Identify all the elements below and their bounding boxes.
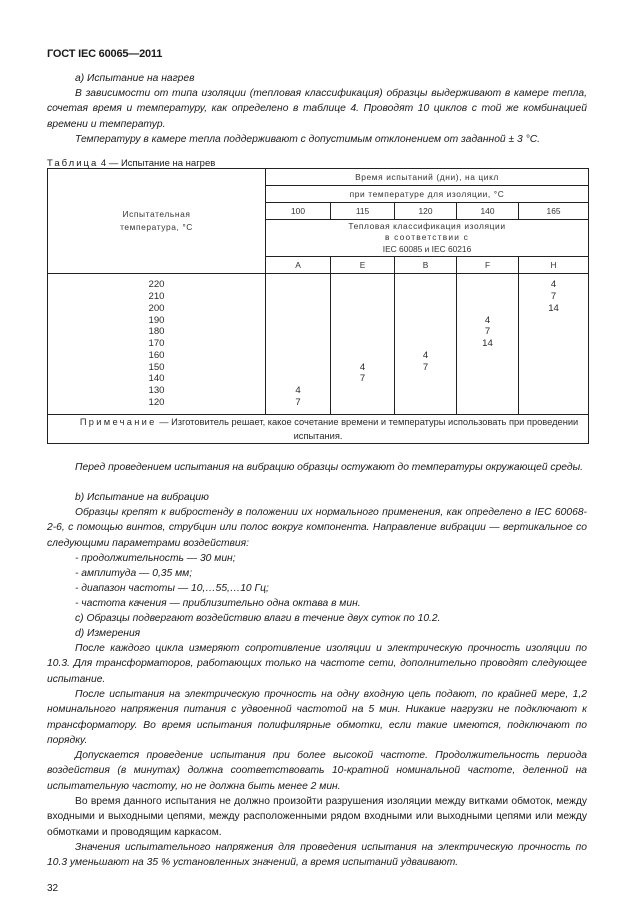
duration-value: 4 — [422, 349, 429, 361]
table-note-label: Примечание — [79, 417, 157, 427]
duration-value — [331, 397, 394, 409]
duration-value — [266, 350, 330, 362]
duration-value — [395, 373, 456, 385]
duration-value — [457, 385, 518, 397]
page-number: 32 — [47, 883, 59, 894]
duration-value: 14 — [548, 302, 559, 314]
duration-value — [331, 315, 394, 327]
class-header-line-1: Тепловая классификация изоляции — [348, 220, 506, 231]
duration-value: 4 — [359, 361, 366, 373]
duration-value: 4 — [484, 314, 491, 326]
table-caption-text: 4 — Испытание на нагрев — [98, 158, 216, 169]
class-header-line-3: IEC 60085 и IEC 60216 — [382, 243, 472, 254]
duration-value — [266, 303, 330, 315]
duration-value — [519, 315, 588, 327]
class-E-values — [331, 274, 395, 415]
document-header: ГОСТ IEC 60065—2011 — [47, 48, 163, 60]
duration-value — [395, 279, 456, 291]
temp-165: 165 — [519, 203, 589, 220]
duration-value — [519, 397, 588, 409]
class-F: F — [457, 257, 519, 274]
class-B-values — [395, 274, 457, 415]
section-a-paragraph-1: В зависимости от типа изоляции (тепловая классификация) образцы выдерживают в камере тепла, сочетая время и температуру, как определено в таблице 4. Проводят 10 циклов с той же комбинацией времени и температур. — [47, 88, 587, 130]
duration-value — [331, 350, 394, 362]
class-B: B — [395, 257, 457, 274]
class-H-values — [519, 274, 589, 415]
duration-value: 7 — [359, 373, 366, 385]
vibration-param-4: - частота качения — приблизительно одна октава в мин. — [75, 598, 361, 609]
duration-value — [519, 338, 588, 350]
test-temp: 130 — [148, 385, 165, 397]
duration-value — [331, 291, 394, 303]
duration-value — [395, 291, 456, 303]
section-d-paragraph-4: Во время данного испытания не должно произойти разрушения изоляции между витками обмоток, между входными и выходными цепями, между расположенными рядом входными или выходными цепями или между обмотками и проводящим каркасом. — [47, 796, 587, 838]
duration-value — [395, 385, 456, 397]
duration-value — [395, 397, 456, 409]
section-c-text: c) Образцы подвергают воздействию влаги в течение двух суток по 10.2. — [75, 613, 441, 624]
duration-value — [457, 303, 518, 315]
class-header-line-2: в соответствии с — [385, 232, 470, 243]
section-d-paragraph-3: Допускается проведение испытания при более высокой частоте. Продолжительность периода воздействия (в минутах) должна соответствовать 10-кратной номинальной частоте, деленной на испытательную частоту, но не должна быть менее 2 мин. — [47, 750, 587, 792]
vibration-param-2: - амплитуда — 0,35 мм; — [75, 568, 193, 579]
section-a-heading: a) Испытание на нагрев — [75, 73, 195, 84]
duration-value — [519, 362, 588, 374]
test-temp: 210 — [148, 290, 165, 302]
duration-value — [519, 385, 588, 397]
duration-value — [457, 397, 518, 409]
class-F-values — [457, 274, 519, 415]
vibration-param-1: - продолжительность — 30 мин; — [75, 553, 236, 564]
duration-value — [331, 303, 394, 315]
section-b-heading: b) Испытание на вибрацию — [75, 492, 209, 503]
row-header-label: Испытательная температура, °С — [120, 209, 193, 232]
duration-value — [395, 326, 456, 338]
section-d-paragraph-1: После каждого цикла измеряют сопротивление изоляции и электрическую прочность изоляции по 10.3. Для трансформаторов, работающих только на частоте сети, дополнительно проводят следующее испытание. — [47, 643, 587, 685]
test-temp: 200 — [148, 302, 165, 314]
duration-value — [266, 326, 330, 338]
class-A-values — [266, 274, 331, 415]
temp-115: 115 — [331, 203, 395, 220]
duration-value: 4 — [550, 279, 557, 291]
test-temp: 220 — [148, 279, 165, 291]
duration-value: 4 — [295, 385, 301, 397]
duration-value — [266, 338, 330, 350]
table-caption-label: Таблица — [47, 158, 99, 169]
test-temp: 180 — [148, 326, 165, 338]
temp-140: 140 — [457, 203, 519, 220]
duration-value — [331, 279, 394, 291]
heating-test-table — [47, 168, 589, 444]
duration-value — [457, 362, 518, 374]
duration-value — [395, 303, 456, 315]
duration-value — [266, 291, 330, 303]
duration-value: 7 — [422, 361, 429, 373]
class-E: E — [331, 257, 395, 274]
test-temperatures-cell — [48, 274, 266, 415]
duration-value — [457, 291, 518, 303]
duration-value — [266, 373, 330, 385]
duration-value — [395, 315, 456, 327]
section-d-paragraph-2: После испытания на электрическую прочность на одну входную цепь подают, по крайней мере, 1,2 номинального напряжения питания с удвоенной частотой на 5 мин. Никакие нагрузки не подключают к трансформатору. Во время испытания полифилярные обмотки, если такие имеются, подключают по порядку. — [47, 689, 587, 746]
time-header-1: Время испытаний (дни), на цикл — [266, 169, 589, 186]
test-temp: 190 — [148, 314, 165, 326]
duration-value — [457, 350, 518, 362]
duration-value — [519, 350, 588, 362]
table-note-text: — Изготовитель решает, какое сочетание времени и температуры использовать при проведении испытания. — [156, 417, 579, 441]
duration-value — [395, 338, 456, 350]
section-b-paragraph: Образцы крепят к вибростенду в положении их нормального применения, как определено в IEC 60068-2-6, с помощью винтов, струбцин или полос вокруг компонента. Направление вибрации — вертикальное со следующими параметрами воздействия: — [47, 507, 587, 549]
duration-value — [519, 373, 588, 385]
test-temp: 170 — [148, 338, 165, 350]
cooling-paragraph: Перед проведением испытания на вибрацию образцы остужают до температуры окружающей среды. — [75, 462, 584, 473]
duration-value: 7 — [295, 397, 301, 409]
duration-value — [331, 326, 394, 338]
section-d-paragraph-5: Значения испытательного напряжения для проведения испытания на электрическую прочность по 10.3 уменьшают на 35 % установленных значений, а время испытаний удваивают. — [47, 842, 587, 869]
time-header-2: при температуре для изоляции, °С — [266, 186, 589, 203]
row-header-cell — [48, 169, 266, 274]
duration-value — [266, 279, 330, 291]
section-d-heading: d) Измерения — [75, 628, 141, 639]
duration-value: 14 — [482, 338, 493, 350]
duration-value: 7 — [484, 326, 491, 338]
temp-120: 120 — [395, 203, 457, 220]
test-temp: 150 — [148, 361, 165, 373]
duration-value — [457, 279, 518, 291]
duration-value — [457, 373, 518, 385]
duration-value: 7 — [550, 290, 557, 302]
test-temp: 120 — [148, 397, 165, 409]
temp-100: 100 — [266, 203, 331, 220]
duration-value — [331, 385, 394, 397]
section-a-paragraph-2: Температуру в камере тепла поддерживают с допустимым отклонением от заданной ± 3 °С. — [75, 134, 541, 145]
duration-value — [266, 362, 330, 374]
duration-value — [519, 326, 588, 338]
test-temp: 140 — [148, 373, 165, 385]
class-H: H — [519, 257, 589, 274]
class-A: A — [266, 257, 331, 274]
test-temp: 160 — [148, 349, 165, 361]
vibration-param-3: - диапазон частоты — 10,…55,…10 Гц; — [75, 583, 269, 594]
class-header — [266, 220, 589, 257]
duration-value — [266, 315, 330, 327]
duration-value — [331, 338, 394, 350]
table-note — [48, 415, 589, 444]
